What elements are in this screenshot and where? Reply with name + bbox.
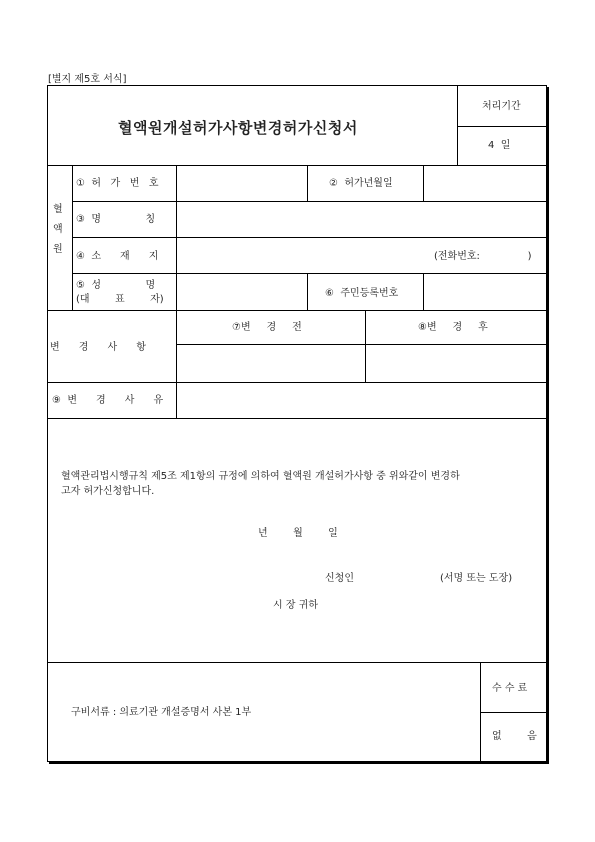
reason-field[interactable] — [180, 385, 542, 415]
fee-value: 없 음 — [492, 731, 537, 742]
rep-label-line1: ⑤ 성 명 — [76, 280, 156, 291]
location-label: ④ 소 재 지 — [76, 251, 159, 262]
permit-date-divider-left — [307, 165, 308, 201]
declaration-bottom-line — [47, 662, 547, 663]
processing-value: 4 일 — [488, 140, 511, 151]
form-title: 혈액원개설허가사항변경허가신청서 — [118, 119, 358, 137]
applicant-label: 신청인 — [325, 573, 354, 584]
resident-no-label: ⑥ 주민등록번호 — [325, 288, 399, 299]
row-line-2 — [72, 237, 547, 238]
addressee: 시 장 귀하 — [273, 600, 318, 611]
frame-shadow-right — [547, 87, 549, 764]
processing-divider — [457, 126, 547, 127]
frame-shadow-bottom — [49, 762, 549, 764]
change-label-divider — [176, 310, 177, 382]
permit-no-label: ① 허 가 번 호 — [76, 178, 159, 189]
permit-date-field[interactable] — [427, 168, 542, 198]
required-documents: 구비서류 : 의료기관 개설증명서 사본 1부 — [71, 707, 252, 718]
title-divider — [457, 85, 458, 165]
change-bottom-line — [47, 382, 547, 383]
fee-inner-line — [480, 712, 547, 713]
name-label: ③ 명 칭 — [76, 214, 156, 225]
resident-divider-right — [423, 273, 424, 310]
rep-name-field[interactable] — [180, 276, 305, 306]
permit-date-divider-right — [423, 165, 424, 201]
row-line-3 — [72, 273, 547, 274]
permit-date-label: ② 허가년월일 — [329, 178, 393, 189]
fee-label: 수 수 료 — [492, 683, 528, 694]
sign-label: (서명 또는 도장) — [440, 573, 513, 584]
location-field[interactable] — [180, 240, 430, 270]
change-after-field[interactable] — [369, 347, 543, 379]
permit-no-field[interactable] — [180, 168, 305, 198]
change-after-label: ⑧변 경 후 — [418, 322, 488, 333]
change-before-field[interactable] — [180, 347, 362, 379]
change-section-label: 변 경 사 항 — [50, 342, 146, 353]
declaration-date: 년 월 일 — [258, 528, 338, 539]
change-header-line — [176, 344, 547, 345]
applicant-section-label: 혈 액 원 — [53, 204, 63, 255]
rep-label-line2: (대 표 자) — [76, 294, 164, 305]
row-line-1 — [72, 201, 547, 202]
phone-label: (전화번호: ) — [434, 251, 532, 262]
name-field[interactable] — [180, 204, 542, 234]
applicant-bottom-line — [47, 310, 547, 311]
resident-no-field[interactable] — [427, 276, 542, 306]
title-bottom-line — [47, 165, 547, 166]
declaration-line2: 고자 허가신청합니다. — [61, 486, 155, 497]
change-before-after-divider — [365, 310, 366, 382]
change-before-label: ⑦변 경 전 — [232, 322, 302, 333]
resident-divider-left — [307, 273, 308, 310]
processing-label: 처리기간 — [482, 101, 521, 112]
reason-label: ⑨ 변 경 사 유 — [52, 395, 164, 406]
declaration-line1: 혈액관리법시행규칙 제5조 제1항의 규정에 의하여 혈액원 개설허가사항 중 위와같이 변경하 — [61, 471, 460, 482]
reason-divider — [176, 382, 177, 418]
applicant-signature-field[interactable] — [362, 568, 434, 588]
form-number: [별지 제5호 서식] — [48, 74, 127, 85]
reason-bottom-line — [47, 418, 547, 419]
